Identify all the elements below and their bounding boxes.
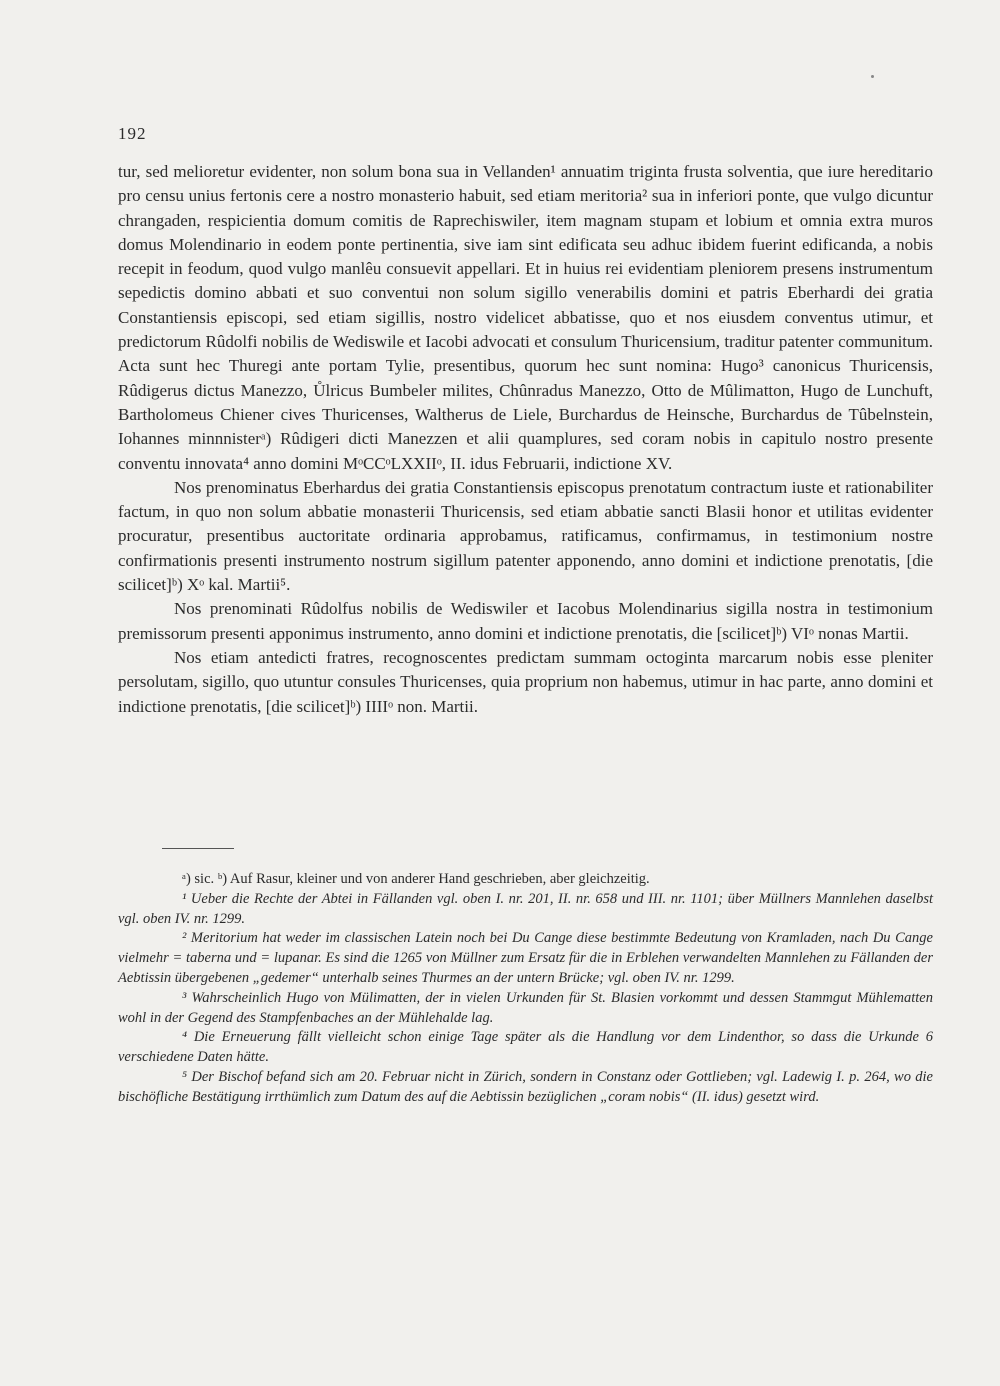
footnote-2: ² Meritorium hat weder im classischen Latein noch bei Du Cange diese bestimmte Bedeutung von Kramladen, nach Du Cange vielmehr = taberna und = lupanar. Es sind die 1265 von Müllner zum Ersatz für die in Erblehen verwandelten Mannlehen zu Fällanden der Aebtissin übergebenen „gedemer“ unterhalb seines Thurmes an der untern Brücke; vgl. oben IV. nr. 1299.: [118, 930, 933, 986]
main-text: [118, 160, 933, 719]
paragraph-bishop-confirmation: Nos prenominatus Eberhardus dei gratia Constantiensis episcopus prenotatum contractum iuste et rationabiliter factum, in quo non solum abbatie monasterii Thuricensis, sed etiam abbatie sancti Blasii honor et utilitas evidenter procuratur, presentibus auctoritate ordinaria approbamus, ratificamus, confirmamus, in testimonium nostre confirmationis presenti instrumento nostrum sigillum patenter apponendo, anno domini et indictione prenotatis, [die scilicet]ᵇ) Xᵒ kal. Martii⁵.: [118, 477, 933, 595]
footnotes: [118, 870, 933, 1108]
speck-mark: [871, 75, 874, 78]
paragraph-brothers: Nos etiam antedicti fratres, recognoscentes predictam summam octoginta marcarum nobis esse pleniter persolutam, sigillo, quo utuntur consules Thuricenses, quia proprium non habemus, utimur in hac parte, anno domini et indictione prenotatis, [die scilicet]ᵇ) IIIIᵒ non. Martii.: [118, 647, 933, 716]
footnote-ab: ᵃ) sic. ᵇ) Auf Rasur, kleiner und von anderer Hand geschrieben, aber gleichzeitig.: [182, 871, 650, 887]
footnote-1: ¹ Ueber die Rechte der Abtei in Fällanden vgl. oben I. nr. 201, II. nr. 658 und III. nr. 1101; über Müllners Mannlehen daselbst vgl. oben IV. nr. 1299.: [118, 890, 933, 927]
footnote-4: ⁴ Die Erneuerung fällt vielleicht schon einige Tage später als die Handlung vor dem Lindenthor, so dass die Urkunde 6 verschiedene Daten hätte.: [118, 1029, 933, 1066]
footnote-3: ³ Wahrscheinlich Hugo von Mülimatten, der in vielen Urkunden für St. Blasien vorkommt und dessen Stammgut Mühlematten wohl in der Gegend des Stampfenbaches an der Mühlehalde lag.: [118, 989, 933, 1026]
paragraph-seals: Nos prenominati Rûdolfus nobilis de Wediswiler et Iacobus Molendinarius sigilla nostra in testimonium premissorum presenti apponimus instrumento, anno domini et indictione prenotatis, die [scilicet]ᵇ) VIᵒ nonas Martii.: [118, 599, 933, 643]
paragraph-charter: tur, sed melioretur evidenter, non solum bona sua in Vellanden¹ annuatim triginta frusta solventia, que iure hereditario pro censu unius fertonis cere a nostro monasterio habuit, sed etiam meritoria² sua in inferiori ponte, que vulgo dicuntur chrangaden, respicientia domum comitis de Raprechiswiler, item magnam stupam et lobium et omnia extra muros domus Molendinario in eodem ponte pertinentia, sive iam sint edificata seu adhuc ibidem fuerint edificanda, a nobis recepit in feodum, quod vulgo manlêu consuevit appellari. Et in huius rei evidentiam pleniorem presens instrumentum sepedictis domino abbati et suo conventui non solum sigillo venerabilis domini et patris Eberhardi dei gratia Constantiensis episcopi, sed etiam sigillis, nostro videlicet abbatisse, quo et nos eiusdem conventus utimur, et predictorum Rûdolfi nobilis de Wediswile et Iacobi advocati et consulum Thuricensium, traditur patenter communitum. Acta sunt hec Thuregi ante portam Tylie, presentibus, quorum hec sunt nomina: Hugo³ canonicus Thuricensis, Rûdigerus dictus Manezzo, Ůlricus Bumbeler milites, Chûnradus Manezzo, Otto de Mûlimatton, Hugo de Lunchuft, Bartholomeus Chiener cives Thuricenses, Waltherus de Liele, Burchardus de Heinsche, Burchardus de Tûbelnstein, Iohannes minnnisterᵃ) Rûdigeri dicti Manezzen et alii quamplures, sed coram nobis in capitulo nostro presente conventu innovata⁴ anno domini MᵒCCᵒLXXIIᵒ, II. idus Februarii, indictione XV.: [118, 162, 933, 473]
footnote-divider: [162, 848, 234, 849]
page-number: 192: [118, 124, 147, 143]
footnote-5: ⁵ Der Bischof befand sich am 20. Februar nicht in Zürich, sondern in Constanz oder Gottlieben; vgl. Ladewig I. p. 264, wo die bischöfliche Bestätigung irrthümlich zum Datum des auf die Aebtissin bezüglichen „coram nobis“ (II. idus) gesetzt wird.: [118, 1068, 933, 1105]
